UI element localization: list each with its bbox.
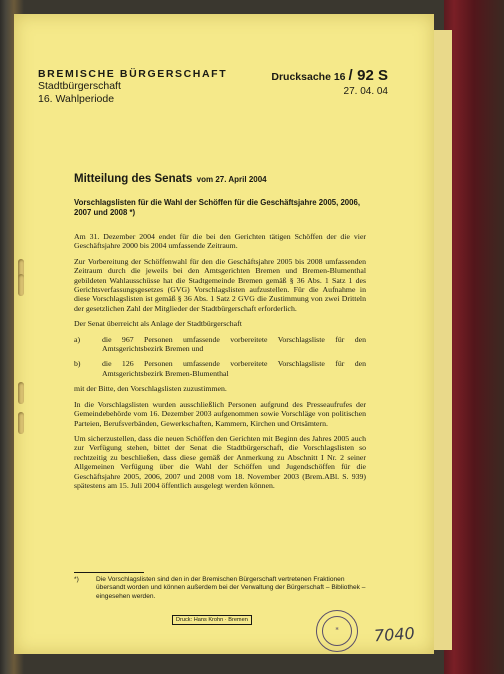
paragraph: In die Vorschlagslisten wurden ausschließlich Personen aufgrund des Presseaufrufes der Gemeindebehörde vom 16. Dezember 2003 aufgenommen sowie Vorschläge von politischen Parteien, Berufsverbänden, Gewerkschaften, Kammern, Kirchen und Ortsämtern. xyxy=(74,399,366,428)
doc-slash: / xyxy=(348,67,353,84)
list-marker: a) xyxy=(74,334,81,344)
doc-date: 27. 04. 04 xyxy=(343,86,388,97)
document-reference xyxy=(271,67,388,97)
document-page xyxy=(14,14,434,654)
paragraph: Der Senat überreicht als Anlage der Stadtbürgerschaft xyxy=(74,319,242,329)
punch-hole xyxy=(18,412,24,434)
org-body: Stadtbürgerschaft xyxy=(38,80,121,92)
election-period: 16. Wahlperiode xyxy=(38,93,115,105)
paragraph: Zur Vorbereitung der Schöffenwahl für den die Geschäftsjahre 2005 bis 2008 umfassenden Zeitraum durch die jeweils bei den Amtsgerichten Bremen und Bremen-Blumenthal gebildeten Wahlausschüsse hat die Stadtgemeinde Bremen gemäß § 36 Abs. 1 Satz 1 des Gerichtsverfassungsgesetzes (GVG) Vorschlagslisten aufzustellen. Für die Aufnahme in diese Vorschlagslisten ist gemäß § 36 Abs. 1 Satz 2 GVG die Zustimmung von zwei Dritteln der gesetzlichen Zahl der Mitglieder der Stadtbürgerschaft erforderlich. xyxy=(74,256,366,313)
doc-label: Drucksache 16 xyxy=(271,71,346,83)
stamp-mark: ✻ xyxy=(335,626,339,631)
list-marker: b) xyxy=(74,359,81,369)
footnote-rule xyxy=(74,572,144,573)
title-date: vom 27. April 2004 xyxy=(196,175,267,184)
paragraph: mit der Bitte, den Vorschlagslisten zuzustimmen. xyxy=(74,384,227,394)
printer-imprint: Druck: Hans Krohn · Bremen xyxy=(172,615,252,625)
list-item xyxy=(74,335,366,354)
paragraph: Am 31. Dezember 2004 endet für die bei den Gerichten tätigen Schöffen der die vier Geschäftsjahre 2000 bis 2004 umfassende Zeitraum. xyxy=(74,232,366,251)
list-item xyxy=(74,359,366,378)
list-text: die 126 Personen umfassende vorbereitete Vorschlagsliste für den Amtsgerichtsbezirk Bremen-Blumenthal xyxy=(102,359,366,378)
paragraph: Um sicherzustellen, dass die neuen Schöffen den Gerichten mit Beginn des Jahres 2005 auch zur Verfügung stehen, bittet der Senat die Stadtbürgerschaft, die Vorschlagslisten so rechtzeitig zu beschließen, dass diese gemäß der Anmerkung zu Abschnitt I Nr. 2 seiner Allgemeinen Verfügung über die Wahl der Schöffen und Jugendschöffen für die Geschäftsjahre 2005, 2006, 2007 und 2008 vom 18. November 2003 (Brem.ABl. S. 939) spätestens am 15. Juli 2004 öffentlich ausgelegt werden können. xyxy=(74,433,366,490)
document-title xyxy=(74,169,394,187)
title-text: Mitteilung des Senats xyxy=(74,173,193,185)
handwritten-number: 7040 xyxy=(373,623,416,646)
document-header xyxy=(38,68,388,106)
body-text xyxy=(74,232,366,496)
footnote-text: Die Vorschlagslisten sind den in der Bremischen Bürgerschaft vertretenen Fraktionen übersandt worden und können außerdem bei der Verwaltung der Bürgerschaft – Bibliothek – eingesehen werden. xyxy=(96,576,366,600)
doc-number: 92 S xyxy=(357,67,388,84)
list-text: die 967 Personen umfassende vorbereitete Vorschlagsliste für den Amtsgerichtsbezirk Bremen und xyxy=(102,334,366,354)
org-name: BREMISCHE BÜRGERSCHAFT xyxy=(38,68,228,80)
punch-hole xyxy=(18,274,24,296)
subject-heading: Vorschlagslisten für die Wahl der Schöffen für die Geschäftsjahre 2005, 2006, 2007 und 2008 *) xyxy=(74,198,360,217)
library-stamp xyxy=(316,610,358,652)
binder-edge xyxy=(444,0,504,674)
stamp-inner-ring xyxy=(322,616,352,646)
footnote-marker: *) xyxy=(74,576,79,583)
punch-hole xyxy=(18,382,24,404)
footnote xyxy=(74,576,366,601)
